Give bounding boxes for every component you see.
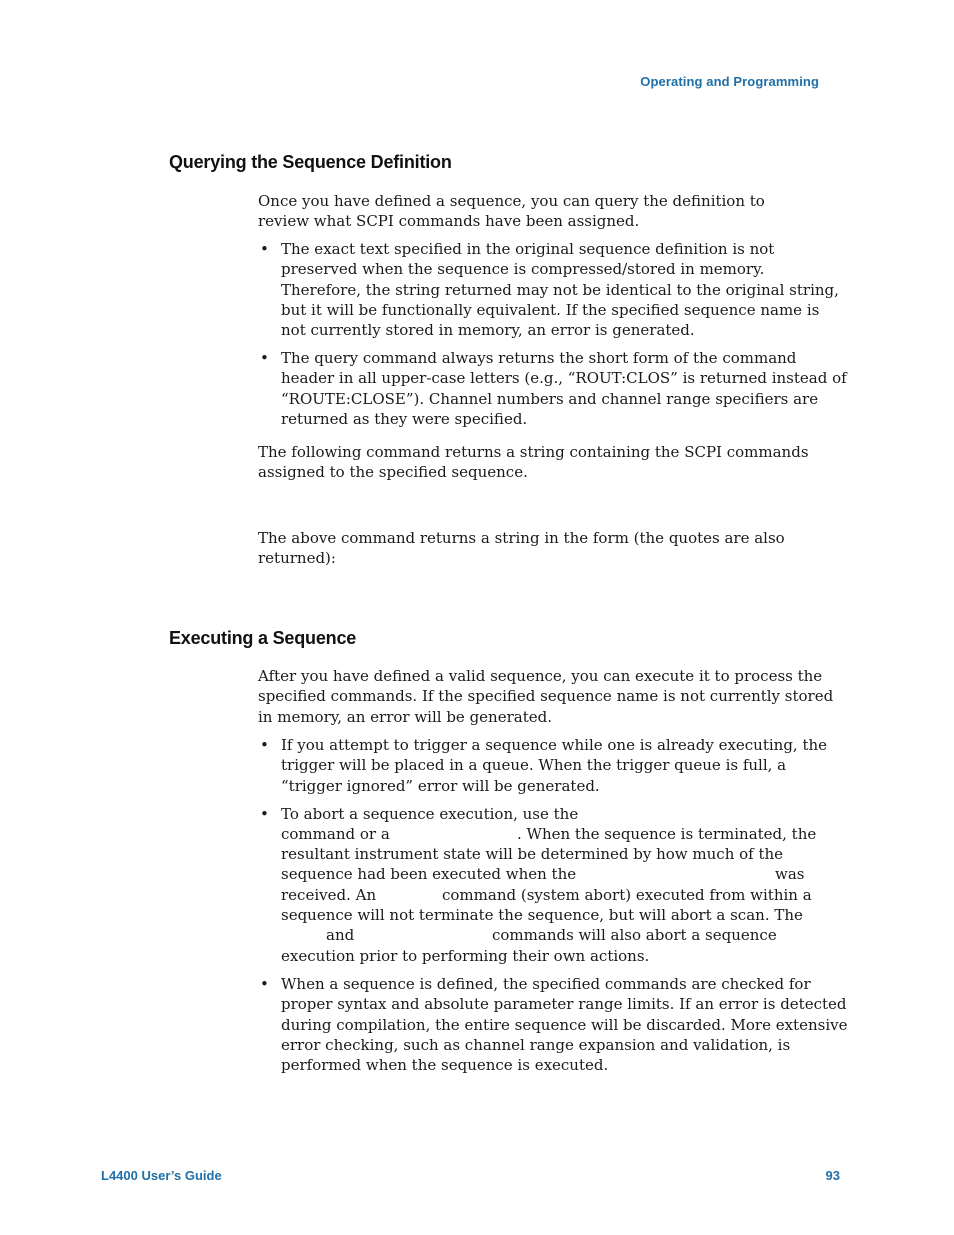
abort-line-5a: received. An — [281, 886, 377, 904]
abort-line-7a: and — [326, 926, 355, 944]
list-item — [258, 974, 848, 1075]
abort-line-2b: . When the sequence is terminated, the — [517, 825, 817, 843]
abort-line-6: sequence will not terminate the sequence, but will abort a scan. The — [281, 906, 803, 924]
abort-line-1: To abort a sequence execution, use the — [281, 805, 579, 823]
bullet-icon: • — [260, 975, 269, 993]
list-item-text: If you attempt to trigger a sequence while one is already executing, the trigger will be placed in a queue. When the trigger queue is full, a “trigger ignored” error will be generated. — [281, 736, 828, 795]
list-item-text: When a sequence is defined, the specified commands are checked for proper syntax and absolute parameter range limits. If an error is detected during compilation, the entire sequence will be discarded. More extensive error checking, such as channel range expansion and validation, is performed when the sequence is executed. — [281, 975, 848, 1075]
bullet-icon: • — [260, 805, 269, 823]
following-command-paragraph: The following command returns a string containing the SCPI commands assigned to the specified sequence. — [258, 443, 809, 482]
querying-intro-paragraph: Once you have defined a sequence, you can query the definition to review what SCPI commands have been assigned. — [258, 192, 765, 231]
abort-line-7b: commands will also abort a sequence — [492, 926, 777, 944]
list-item-text: The query command always returns the short form of the command header in all upper-case letters (e.g., “ROUT:CLOS” is returned instead of “ROUTE:CLOSE”). Channel numbers and channel range specifiers are returned as they were specified. — [281, 349, 847, 428]
abort-line-5b: command (system abort) executed from within a — [442, 886, 812, 904]
list-item-abort — [258, 804, 848, 968]
list-item — [258, 348, 848, 429]
abort-line-4b: was — [775, 865, 805, 883]
list-item-text: The exact text specified in the original sequence definition is not preserved when the sequence is compressed/stored in memory. Therefore, the string returned may not be identical to the original string, but it will be functionally equivalent. If the specified sequence name is not currently stored in memory, an error is generated. — [281, 240, 839, 340]
bullet-icon: • — [260, 349, 269, 367]
above-command-paragraph: The above command returns a string in the form (the quotes are also returned): — [258, 529, 785, 568]
bullet-icon: • — [260, 240, 269, 258]
abort-line-8: execution prior to performing their own actions. — [281, 947, 650, 965]
page-number: 93 — [825, 1168, 840, 1183]
executing-intro-paragraph: After you have defined a valid sequence, you can execute it to process the specified commands. If the specified sequence name is not currently stored in memory, an error will be generated. — [258, 667, 834, 726]
abort-line-3: resultant instrument state will be determined by how much of the — [281, 845, 784, 863]
section-heading-querying: Querying the Sequence Definition — [169, 152, 452, 172]
running-header: Operating and Programming — [640, 74, 819, 89]
abort-line-2a: command or a — [281, 825, 390, 843]
footer-guide-title: L4400 User’s Guide — [101, 1168, 222, 1183]
bullet-icon: • — [260, 736, 269, 754]
list-item — [258, 735, 848, 796]
section-heading-executing: Executing a Sequence — [169, 628, 357, 648]
list-item — [258, 239, 848, 340]
abort-line-4a: sequence had been executed when the — [281, 865, 577, 883]
